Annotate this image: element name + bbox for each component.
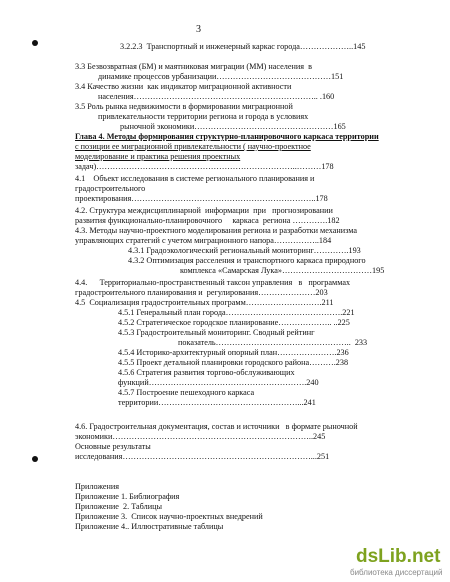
toc-line: территории……………………………………………...241	[118, 398, 316, 407]
appendix-item: Приложение 4.. Иллюстративные таблицы	[75, 522, 224, 531]
chapter-heading-line: моделирование и практика решения проектных	[75, 152, 241, 161]
toc-line: задач)………………………………………………………………..………178	[75, 162, 334, 171]
toc-line: экономики………………………………………………………………..245	[75, 432, 326, 441]
toc-line: 4.5.4 Историко-архитектурный опорный план………………….236	[118, 348, 349, 357]
punch-hole-top	[32, 40, 38, 46]
toc-line: 3.3 Безвозвратная (БМ) и маятниковая миграции (ММ) населения в	[75, 62, 313, 71]
toc-line: Основные результаты	[75, 442, 151, 451]
toc-line: градостроительного планирования и регулирования…………………203	[75, 288, 328, 297]
chapter-heading-line: с позиции ее миграционной привлекательности ( научно-проектное	[75, 142, 311, 151]
appendix-item: Приложение 1. Библиография	[75, 492, 180, 501]
toc-line: населения………………………………………………………….. .160	[98, 92, 335, 101]
toc-line: 4.3.1 Градоэкологический региональный мониторинг………….193	[128, 246, 361, 255]
toc-line: 4.5.5 Проект детальной планировки городского района……….238	[118, 358, 349, 367]
toc-line: развития функционально-планировочного каркаса региона ………….182	[75, 216, 340, 225]
appendix-heading: Приложения	[75, 482, 120, 491]
toc-line: 4.5.2 Стратегическое городское планирование……………….. ..225	[118, 318, 350, 327]
toc-line: проектирования…………………………………………………………..178	[75, 194, 328, 203]
chapter-heading: Глава 4. Методы формирования структурно-планировочного каркаса территории	[75, 132, 379, 141]
toc-line: 4.3. Методы научно-проектного моделирования региона и разработки механизма	[75, 226, 358, 235]
appendix-item: Приложение 3. Список научно-проектных внедрений	[75, 512, 263, 521]
toc-line: рыночной экономики……………………………………………165	[120, 122, 346, 131]
toc-line: 4.6. Градостроительная документация, состав и источники в формате рыночной	[75, 422, 358, 431]
toc-line: привлекательности территории региона и города в условиях	[98, 112, 309, 121]
toc-line: исследования……………………………………………………………...251	[75, 452, 330, 461]
toc-line: динамике процессов урбанизации……………………………………151	[98, 72, 344, 81]
toc-line: комплекса «Самарская Лука»……………………………195	[180, 266, 385, 275]
appendix-item: Приложение 2. Таблицы	[75, 502, 162, 511]
toc-line: 4.5.6 Стратегия развития торгово-обслуживающих	[118, 368, 295, 377]
toc-line: функций………………………………………………….240	[118, 378, 319, 387]
toc-line: 3.4 Качество жизни как индикатор миграционной активности	[75, 82, 292, 91]
toc-line: 4.5.3 Градостроительный мониторинг. Сводный рейтинг	[118, 328, 315, 337]
watermark-subtitle: библиотека диссертаций	[350, 568, 443, 577]
toc-line: 3.5 Роль рынка недвижимости в формировании миграционной	[75, 102, 293, 111]
page-number: 3	[196, 24, 201, 35]
toc-line: 4.5 Социализация градостроительных программ……………………….211	[75, 298, 334, 307]
punch-hole-bottom	[32, 456, 38, 462]
toc-line: 4.2. Структура междисциплинарной информации при прогнозировании	[75, 206, 333, 215]
toc-line: градостроительного	[75, 184, 146, 193]
toc-line: 3.2.2.3 Транспортный и инженерный каркас города………………..145	[120, 42, 366, 51]
toc-line: 4.5.1 Генеральный план города…………………………………….221	[118, 308, 355, 317]
toc-line: 4.4. Территориально-пространственный таксон управления в программах	[75, 278, 351, 287]
watermark-logo: dsLib.net	[356, 546, 441, 567]
toc-line: управляющих стратегий с учетом миграционного напора……………..184	[75, 236, 332, 245]
toc-line: показатель………………………………………….. 233	[178, 338, 368, 347]
toc-line: 4.1 Объект исследования в системе регионального планирования и	[75, 174, 315, 183]
watermark	[350, 546, 450, 582]
toc-line: 4.5.7 Построение пешеходного каркаса	[118, 388, 255, 397]
toc-line: 4.3.2 Оптимизация расселения и транспортного каркаса природного	[128, 256, 366, 265]
